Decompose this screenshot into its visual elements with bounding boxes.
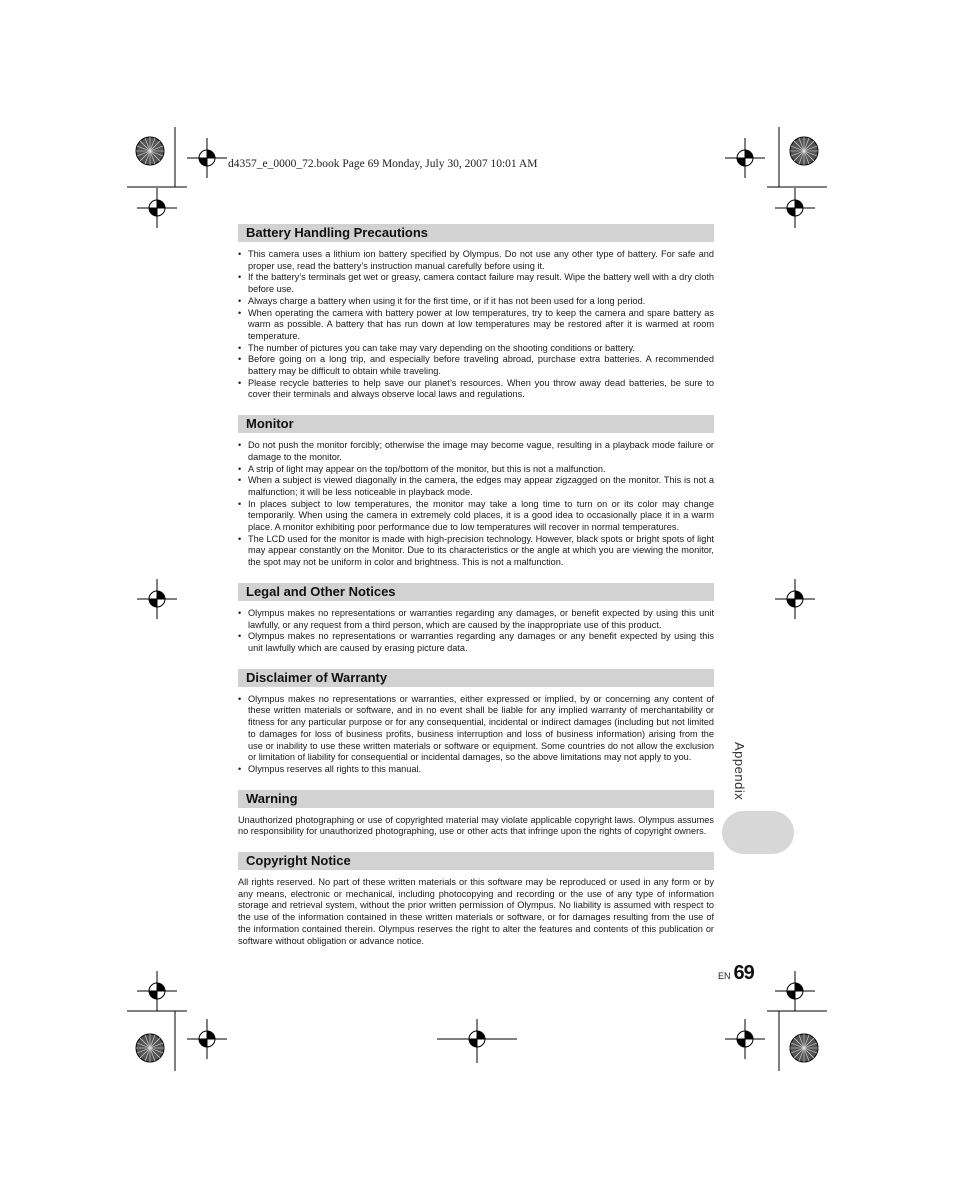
warning-text: Unauthorized photographing or use of copyrighted material may violate applicable copyright laws. Olympus assumes no responsibility for unauthorized photographing, use or other acts that infringe upon the rights of copyright owners. [238,814,714,837]
legal-list [238,608,714,655]
language-code: EN [718,971,731,981]
list-item: • If the battery’s terminals get wet or greasy, camera contact failure may result. Wipe the battery well with a dry cloth before use. [238,272,714,295]
section-title-warning: Warning [238,790,714,808]
list-item: • Please recycle batteries to help save our planet’s resources. When you throw away dead batteries, be sure to cover their terminals and always observe local laws and regulations. [238,378,714,401]
page-number [718,962,754,985]
section-title-copyright: Copyright Notice [238,852,714,870]
monitor-list [238,440,714,569]
list-item: • Olympus makes no representations or warranties, either expressed or implied, by or concerning any content of these written materials or software, and in no event shall be liable for any implied warranty of merchantability or fitness for any particular purpose or for any consequential, incidental or indirect damages (including but not limited to damages for loss of business profits, business interruption and loss of business information) arising from the use or inability to use these written materials or software or equipment. Some countries do not allow the exclusion or limitation of liability for consequential or incidental damages, so the above limitations may not apply to you. [238,694,714,764]
list-item: • In places subject to low temperatures, the monitor may take a long time to turn on or its color may change temporarily. When using the camera in extremely cold places, it is a good idea to occasionally place it in a warm place. A monitor exhibiting poor performance due to low temperatures will recover in normal temperatures. [238,499,714,534]
appendix-tab-label: Appendix [732,742,747,801]
list-item: • When operating the camera with battery power at low temperatures, try to keep the camera and spare battery as warm as possible. A battery that has run down at low temperatures may be restored after it is warmed at room temperature. [238,308,714,343]
battery-list [238,249,714,401]
section-title-legal: Legal and Other Notices [238,583,714,601]
disclaimer-list [238,694,714,776]
list-item: • The number of pictures you can take may vary depending on the shooting conditions or battery. [238,343,714,355]
list-item: • A strip of light may appear on the top/bottom of the monitor, but this is not a malfunction. [238,464,714,476]
list-item: • Do not push the monitor forcibly; otherwise the image may become vague, resulting in a playback mode failure or damage to the monitor. [238,440,714,463]
list-item: • Olympus reserves all rights to this manual. [238,764,714,776]
page-content [238,224,714,947]
print-file-info: d4357_e_0000_72.book Page 69 Monday, July 30, 2007 10:01 AM [228,158,538,170]
copyright-text: All rights reserved. No part of these written materials or this software may be reproduced or used in any form or by any means, electronic or mechanical, including photocopying and recording or the use of any type of information storage and retrieval system, without the prior written permission of Olympus. No liability is assumed with respect to the use of the information contained in these written materials or software, or for damages resulting from the use of the information contained therein. Olympus reserves the right to alter the features and contents of this publication or software without obligation or advance notice. [238,877,714,946]
page-number-value: 69 [733,962,754,984]
list-item: • The LCD used for the monitor is made with high-precision technology. However, black spots or bright spots of light may appear constantly on the Monitor. Due to its characteristics or the angle at which you are viewing the monitor, the spot may not be uniform in color and brightness. This is not a malfunction. [238,534,714,569]
section-title-battery: Battery Handling Precautions [238,224,714,242]
list-item: • Olympus makes no representations or warranties regarding any damages or any benefit expected by using this unit lawfully which are caused by erasing picture data. [238,631,714,654]
chapter-tab [722,811,794,854]
list-item: • When a subject is viewed diagonally in the camera, the edges may appear zigzagged on the monitor. This is not a malfunction; it will be less noticeable in playback mode. [238,475,714,498]
list-item: • This camera uses a lithium ion battery specified by Olympus. Do not use any other type of battery. For safe and proper use, read the battery’s instruction manual carefully before using it. [238,249,714,272]
list-item: • Before going on a long trip, and especially before traveling abroad, purchase extra batteries. A recommended battery may be difficult to obtain while traveling. [238,354,714,377]
list-item: • Olympus makes no representations or warranties regarding any damages, or benefit expected by using this unit lawfully, or any request from a third person, which are caused by the inappropriate use of this product. [238,608,714,631]
section-title-monitor: Monitor [238,415,714,433]
section-title-disclaimer: Disclaimer of Warranty [238,669,714,687]
list-item: • Always charge a battery when using it for the first time, or if it has not been used for a long period. [238,296,714,308]
